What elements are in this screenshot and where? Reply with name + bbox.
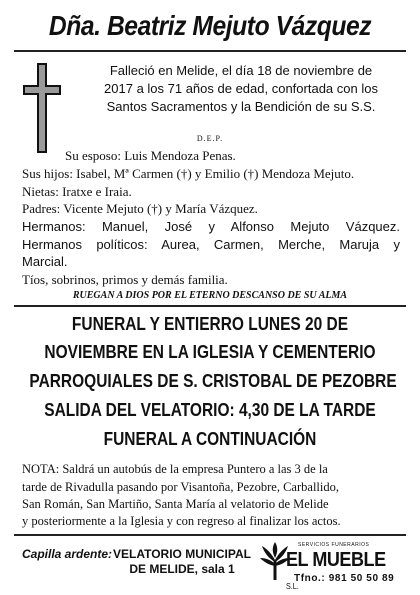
grandchildren-line: Nietas: Iratxe e Iraia. bbox=[22, 184, 132, 199]
announcement-line: 2017 a los 71 años de edad, confortada con los bbox=[104, 81, 378, 96]
funeral-line-2: NOVIEMBRE EN LA IGLESIA Y CEMENTERIO bbox=[44, 342, 376, 362]
prayer-request: RUEGAN A DIOS POR EL ETERNO DESCANSO DE SU ALMA bbox=[72, 290, 348, 301]
logo-suffix: S.L. bbox=[286, 582, 299, 591]
funeral-line-3: PARROQUIALES DE S. CRISTOBAL DE PEZOBRE bbox=[29, 371, 397, 391]
chapel-line: VELATORIO MUNICIPAL bbox=[113, 547, 251, 561]
funeral-line-1: FUNERAL Y ENTIERRO LUNES 20 DE bbox=[71, 314, 349, 334]
note-line: San Román, San Martiño, Santa María al velatorio de Melide bbox=[22, 497, 329, 511]
rip-label: D.E.P. bbox=[196, 134, 224, 143]
title-divider bbox=[14, 50, 406, 52]
in-laws-line: Hermanos políticos: Aurea, Carmen, Merche, Maruja y bbox=[22, 237, 400, 252]
deceased-name: Dña. Beatriz Mejuto Vázquez bbox=[48, 10, 372, 41]
relatives-line: Tíos, sobrinos, primos y demás familia. bbox=[22, 272, 228, 287]
announcement-line: Santos Sacramentos y la Bendición de su S.S. bbox=[106, 99, 376, 114]
footer-divider bbox=[14, 534, 406, 536]
note-line: y posteriormente a la Iglesia y con regreso al finalizar los actos. bbox=[22, 514, 341, 528]
death-announcement bbox=[74, 62, 408, 116]
wake-departure-line: SALIDA DEL VELATORIO: 4,30 DE LA TARDE bbox=[44, 400, 376, 420]
children-line: Sus hijos: Isabel, Mª Carmen (†) y Emilio (†) Mendoza Mejuto. bbox=[22, 166, 355, 181]
announcement-line: Falleció en Melide, el día 18 de noviembre de bbox=[109, 63, 373, 78]
chapel-location bbox=[112, 547, 252, 577]
chapel-label: Capilla ardente: bbox=[22, 547, 113, 561]
logo-brand: EL MUEBLE bbox=[286, 549, 386, 571]
parents-line: Padres: Vicente Mejuto (†) y María Vázquez. bbox=[22, 201, 258, 216]
note-line: NOTA: Saldrá un autobús de la empresa Puntero a las 3 de la bbox=[22, 462, 328, 476]
siblings-line: Hermanos: Manuel, José y Alfonso Mejuto Vázquez. bbox=[22, 219, 400, 234]
logo-name bbox=[286, 549, 396, 595]
spouse-line: Su esposo: Luis Mendoza Penas. bbox=[65, 148, 236, 163]
funeral-home-logo bbox=[258, 540, 408, 590]
section-divider bbox=[14, 305, 406, 307]
funeral-line-5: FUNERAL A CONTINUACIÓN bbox=[103, 429, 317, 449]
note-line: tarde de Rivadulla pasando por Visantoña, Pezobre, Carballido, bbox=[22, 480, 339, 494]
logo-tagline: SERVICIOS FUNERARIOS bbox=[298, 542, 370, 548]
in-laws-line-cont: Marcial. bbox=[22, 254, 68, 269]
phone-number: Tfno.: 981 50 50 89 bbox=[294, 573, 395, 584]
chapel-line: DE MELIDE, sala 1 bbox=[129, 562, 235, 576]
